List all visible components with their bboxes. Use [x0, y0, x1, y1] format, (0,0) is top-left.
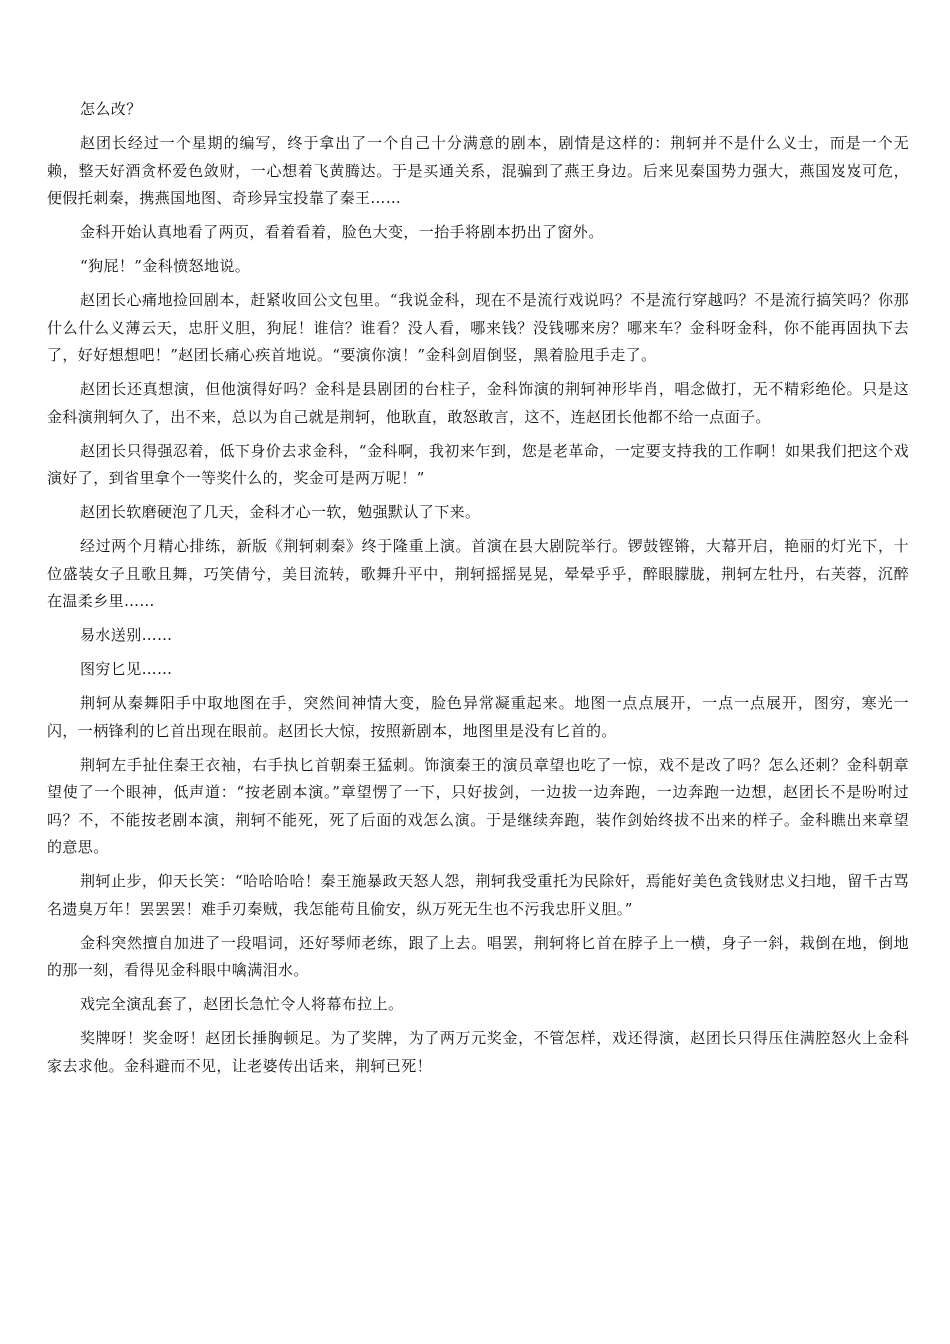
paragraph-17: 奖牌呀！奖金呀！赵团长捶胸顿足。为了奖牌，为了两万元奖金，不管怎样，戏还得演，赵团长只得压住满腔怒火上金科家去求他。金科避而不见，让老婆传出话来，荆轲已死！ [47, 1029, 909, 1075]
paragraph-7: 赵团长只得强忍着，低下身价去求金科，“金科啊，我初来乍到，您是老革命，一定要支持我的工作啊！如果我们把这个戏演好了，到省里拿个一等奖什么的，奖金可是两万呢！” [47, 441, 909, 487]
paragraph-3: 金科开始认真地看了两页，看着看着，脸色大变，一抬手将剧本扔出了窗外。 [80, 223, 604, 241]
paragraph-16: 戏完全演乱套了，赵团长急忙令人将幕布拉上。 [80, 995, 404, 1013]
paragraph-9: 经过两个月精心排练，新版《荆轲刺秦》终于隆重上演。首演在县大剧院举行。锣鼓铿锵，大幕开启，艳丽的灯光下，十位盛装女子且歌且舞，巧笑倩兮，美目流转，歌舞升平中，荆轲摇摇晃晃，晕晕乎乎，醉眼朦胧，荆轲左牡丹，右芙蓉，沉醉在温柔乡里…… [47, 537, 909, 610]
paragraph-1: 怎么改？ [80, 100, 142, 118]
paragraph-5: 赵团长心痛地捡回剧本，赶紧收回公文包里。“我说金科，现在不是流行戏说吗？不是流行穿越吗？不是流行搞笑吗？你那什么什么义薄云天，忠肝义胆，狗屁！谁信？谁看？没人看，哪来钱？没钱哪来房？哪来车？金科呀金科，你不能再固执下去了，好好想想吧！”赵团长痛心疾首地说。“要演你演！”金科剑眉倒竖，黑着脸甩手走了。 [47, 291, 909, 364]
paragraph-13: 荆轲左手扯住秦王衣袖，右手执匕首朝秦王猛刺。饰演秦王的演员章望也吃了一惊，戏不是改了吗？怎么还刺？金科朝章望使了一个眼神，低声道：“按老剧本演。”章望愣了一下，只好拔剑，一边拔一边奔跑，一边奔跑一边想，赵团长不是吩咐过吗？不，不能按老剧本演，荆轲不能死，死了后面的戏怎么演。于是继续奔跑，装作剑始终拔不出来的样子。金科瞧出来章望的意思。 [47, 755, 909, 856]
paragraph-15: 金科突然擅自加进了一段唱词，还好琴师老练，跟了上去。唱罢，荆轲将匕首在脖子上一横，身子一斜，栽倒在地，倒地的那一刻，看得见金科眼中噙满泪水。 [47, 933, 909, 979]
paragraph-4: “狗屁！”金科愤怒地说。 [80, 257, 251, 275]
paragraph-14: 荆轲止步，仰天长笑：“哈哈哈哈！秦王施暴政天怒人怨，荆轲我受重托为民除奸，焉能好美色贪钱财忠义扫地，留千古骂名遗臭万年！罢罢罢！难手刃秦贼，我怎能苟且偷安，纵万死无生也不污我忠肝义胆。” [47, 872, 909, 918]
paragraph-6: 赵团长还真想演，但他演得好吗？金科是县剧团的台柱子，金科饰演的荆轲神形毕肖，唱念做打，无不精彩绝伦。只是这金科演荆轲久了，出不来，总以为自己就是荆轲，他耿直，敢怒敢言，这不，连赵团长他都不给一点面子。 [47, 380, 909, 426]
paragraph-11: 图穷匕见…… [80, 660, 173, 678]
paragraph-2: 赵团长经过一个星期的编写，终于拿出了一个自己十分满意的剧本，剧情是这样的：荆轲并不是什么义士，而是一个无赖，整天好酒贪杯爱色敛财，一心想着飞黄腾达。于是买通关系，混骗到了燕王身边。后来见秦国势力强大，燕国岌岌可危，便假托刺秦，携燕国地图、奇珍异宝投靠了秦王…… [47, 134, 909, 207]
paragraph-10: 易水送别…… [80, 626, 173, 644]
story-text-body [47, 96, 909, 1087]
paragraph-12: 荆轲从秦舞阳手中取地图在手，突然间神情大变，脸色异常凝重起来。地图一点点展开，一点一点展开，图穷，寒光一闪，一柄锋利的匕首出现在眼前。赵团长大惊，按照新剧本，地图里是没有匕首的。 [47, 694, 909, 740]
paragraph-8: 赵团长软磨硬泡了几天，金科才心一软，勉强默认了下来。 [80, 503, 481, 521]
